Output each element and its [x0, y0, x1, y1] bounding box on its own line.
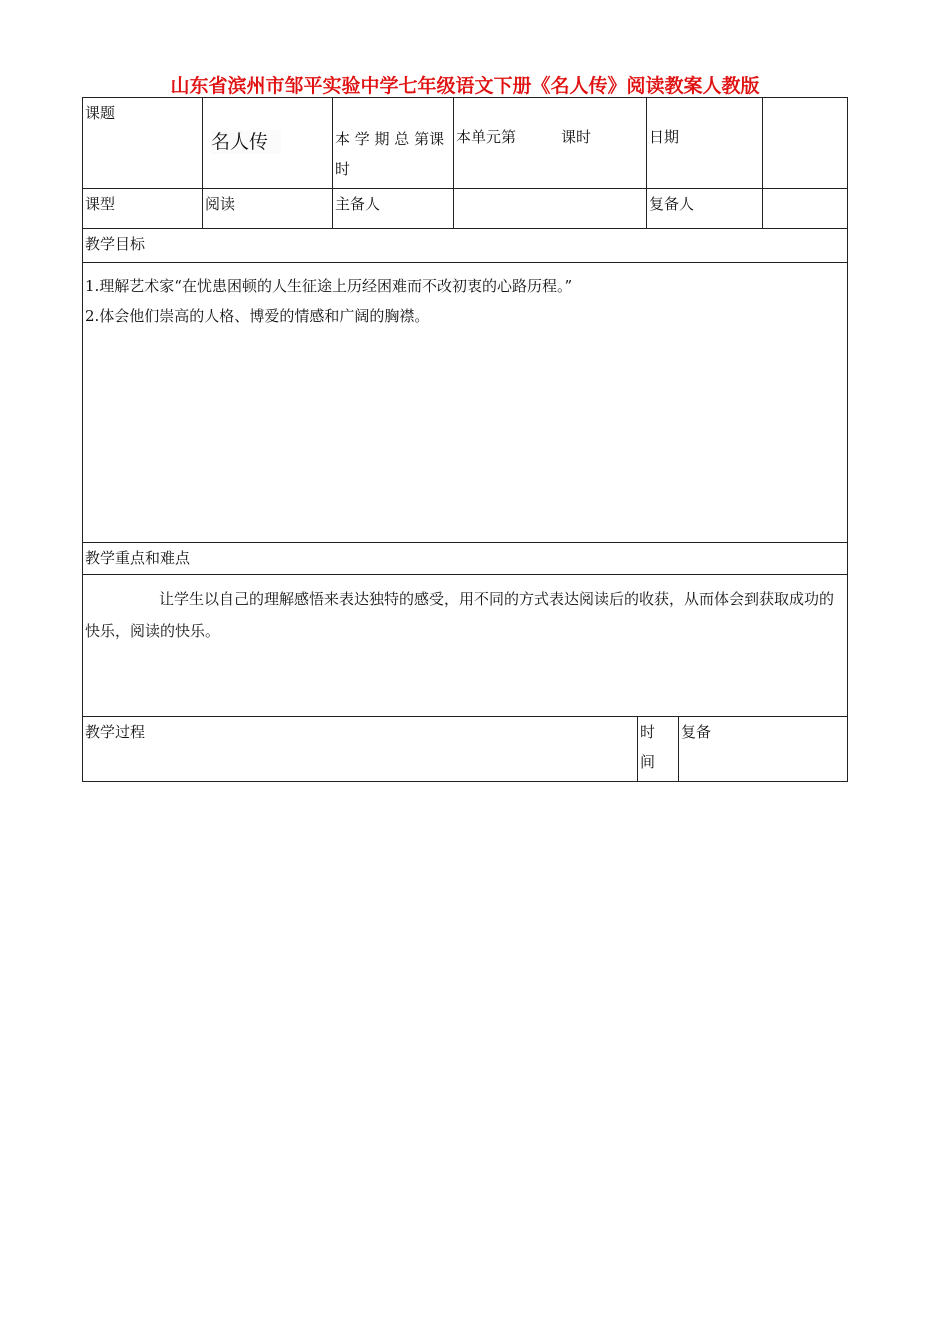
time-label-cell	[637, 716, 679, 782]
lesson-name-image-text: 名人传	[211, 130, 281, 154]
objective-item-2: 2.体会他们崇高的人格、博爱的情感和广阔的胸襟。	[85, 307, 430, 325]
type-label-cell	[82, 188, 203, 229]
unit-lesson-cell	[453, 97, 647, 189]
topic-label: 课题	[85, 104, 116, 122]
key-points-heading: 教学重点和难点	[85, 549, 191, 567]
date-label: 日期	[649, 128, 680, 146]
review-label: 复备	[681, 723, 712, 741]
type-label: 课型	[85, 195, 116, 213]
topic-label-cell	[82, 97, 203, 189]
main-preparer-label: 主备人	[335, 195, 381, 213]
type-value-cell	[202, 188, 333, 229]
document-title: 山东省滨州市邹平实验中学七年级语文下册《名人传》阅读教案人教版	[170, 75, 760, 97]
process-label-cell	[82, 716, 638, 782]
semester-total-cell	[332, 97, 454, 189]
key-points-text: 让学生以自己的理解感悟来表达独特的感受，用不同的方式表达阅读后的收获，从而体会到获取成功的快乐，阅读的快乐。	[85, 590, 835, 640]
main-preparer-value-cell	[453, 188, 647, 229]
time-label: 时间	[640, 723, 656, 771]
main-preparer-cell	[332, 188, 454, 229]
objectives-body-cell	[82, 262, 848, 543]
date-label-cell	[646, 97, 763, 189]
objectives-heading-cell	[82, 228, 848, 263]
key-points-body-cell	[82, 574, 848, 717]
objectives-heading: 教学目标	[85, 235, 146, 253]
date-value-cell	[762, 97, 848, 189]
co-preparer-label: 复备人	[649, 195, 695, 213]
unit-lesson-label: 本单元第 课时	[456, 128, 592, 146]
semester-total-label: 本 学 期 总 第课时	[335, 130, 445, 178]
type-value: 阅读	[205, 195, 236, 213]
process-label: 教学过程	[85, 723, 146, 741]
objective-item-1: 1.理解艺术家“在忧患困顿的人生征途上历经困难而不改初衷的心路历程。”	[85, 277, 573, 295]
topic-value-cell	[202, 97, 333, 189]
lesson-plan-table	[82, 97, 848, 782]
co-preparer-value-cell	[762, 188, 848, 229]
co-preparer-cell	[646, 188, 763, 229]
key-points-heading-cell	[82, 542, 848, 575]
review-label-cell	[678, 716, 848, 782]
